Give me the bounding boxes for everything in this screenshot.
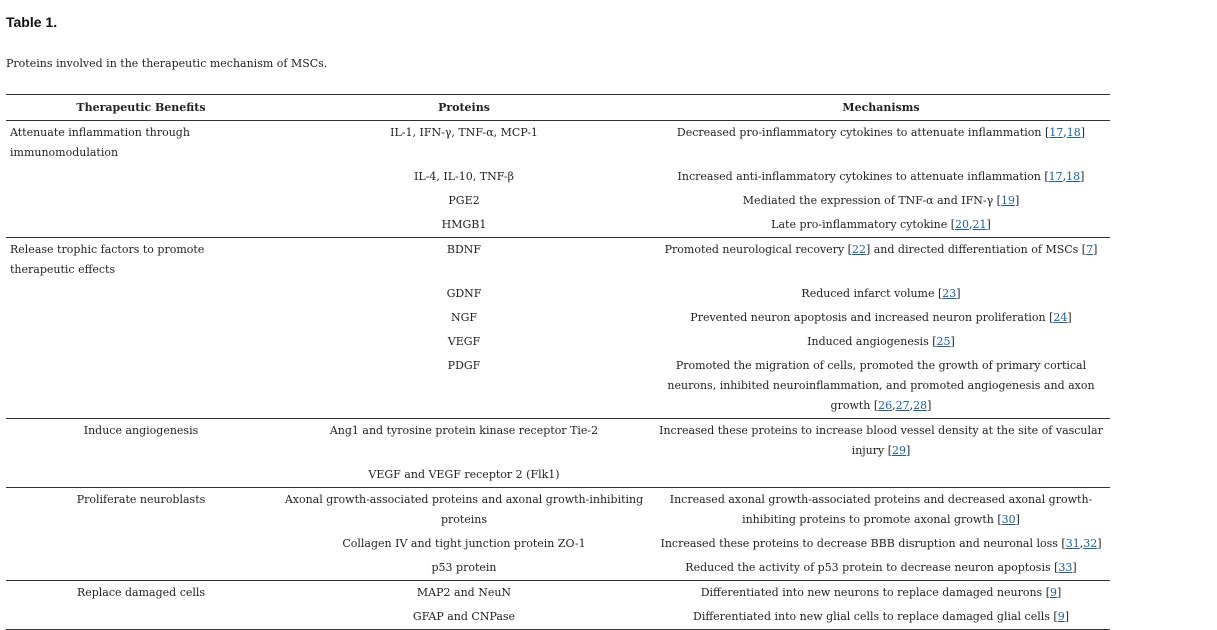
mechanism-text: Increased axonal growth-associated proteins and decreased axonal growth-inhibiting proteins to promote axonal growth [ (669, 493, 1093, 526)
mechanism-text-tail: ] (1080, 170, 1085, 183)
mechanism-text: Promoted the migration of cells, promoted the growth of primary cortical neurons, inhibited neuroinflammation, and promoted angiogenesis and axon growth [ (667, 359, 1095, 412)
mechanism-cell (652, 330, 1110, 354)
mechanism-cell (652, 605, 1110, 630)
mechanism-text-tail: ] (1014, 194, 1020, 207)
protein-cell: BDNF (446, 243, 482, 256)
protein-cell: HMGB1 (276, 213, 652, 238)
mechanism-text-tail: ] (1093, 243, 1098, 256)
protein-cell: Axonal growth-associated proteins and axonal growth-inhibiting proteins (284, 493, 644, 526)
mechanism-text-tail: ] and directed differentiation of MSCs [ (865, 243, 1087, 256)
protein-cell: Ang1 and tyrosine protein kinase receptor Tie-2 (329, 424, 599, 437)
header-proteins: Proteins (276, 95, 652, 121)
mechanism-text-tail: ] (956, 287, 961, 300)
reference-link[interactable]: 25 (936, 335, 951, 348)
reference-link[interactable]: 22 (851, 243, 866, 256)
mechanism-text-tail: ] (1097, 537, 1102, 550)
protein-cell: GFAP and CNPase (276, 605, 652, 630)
mechanism-text-tail: ] (1067, 311, 1072, 324)
table-title: Table 1. (6, 14, 58, 30)
benefit-cell (6, 306, 276, 330)
table-row (6, 282, 1110, 306)
benefit-cell (6, 165, 276, 189)
mechanism-text-tail: ] (986, 218, 991, 231)
mechanism-cell (652, 419, 1110, 464)
benefit-cell (6, 282, 276, 306)
table-row (6, 419, 1110, 464)
reference-link[interactable]: 33 (1058, 561, 1073, 574)
protein-cell: p53 protein (276, 556, 652, 581)
table-caption: Proteins involved in the therapeutic mechanism of MSCs. (6, 57, 328, 70)
reference-link[interactable]: 32 (1083, 537, 1098, 550)
table-header-row (6, 95, 1110, 121)
reference-link[interactable]: 18 (1066, 170, 1081, 183)
table-row (6, 330, 1110, 354)
mechanism-text: Decreased pro-inflammatory cytokines to attenuate inflammation [ (676, 126, 1050, 139)
benefit-cell (6, 556, 276, 581)
reference-link[interactable]: 9 (1057, 610, 1065, 623)
table-row (6, 532, 1110, 556)
reference-link[interactable]: 27 (895, 399, 910, 412)
reference-link[interactable]: 9 (1049, 586, 1057, 599)
table-row (6, 488, 1110, 533)
mechanism-text-tail: ] (1080, 126, 1086, 139)
reference-link[interactable]: 20 (955, 218, 970, 231)
table-row (6, 165, 1110, 189)
benefit-cell (6, 532, 276, 556)
protein-cell: MAP2 and NeuN (416, 586, 512, 599)
mechanism-text-tail: ] (950, 335, 955, 348)
benefit-cell (6, 189, 276, 213)
mechanism-cell (652, 488, 1110, 533)
mechanism-text: Differentiated into new neurons to replace damaged neurons [ (700, 586, 1050, 599)
table-body (6, 121, 1110, 630)
reference-link[interactable]: 7 (1086, 243, 1094, 256)
mechanism-text-tail: ] (906, 444, 911, 457)
benefit-cell (6, 463, 276, 488)
table-row (6, 213, 1110, 238)
mechanism-cell (652, 165, 1110, 189)
mechanism-text: Reduced the activity of p53 protein to decrease neuron apoptosis [ (685, 561, 1059, 574)
benefit-cell: Release trophic factors to promote therapeutic effects (10, 243, 205, 276)
mechanism-text: Prevented neuron apoptosis and increased neuron proliferation [ (690, 311, 1054, 324)
header-therapeutic-benefits: Therapeutic Benefits (6, 95, 276, 121)
mechanism-cell (652, 282, 1110, 306)
reference-link[interactable]: 23 (942, 287, 957, 300)
protein-cell: VEGF and VEGF receptor 2 (Flk1) (276, 463, 652, 488)
reference-link[interactable]: 30 (1001, 513, 1016, 526)
reference-link[interactable]: 21 (972, 218, 987, 231)
proteins-table (6, 94, 1110, 630)
mechanism-text: Reduced infarct volume [ (801, 287, 943, 300)
protein-cell: IL-1, IFN-γ, TNF-α, MCP-1 (390, 126, 538, 139)
benefit-cell (6, 354, 276, 419)
mechanism-cell (652, 532, 1110, 556)
mechanism-text: Increased these proteins to increase blood vessel density at the site of vascular injury [ (659, 424, 1103, 457)
mechanism-text: Mediated the expression of TNF-α and IFN-γ [ (742, 194, 1001, 207)
reference-link[interactable]: 17 (1049, 126, 1064, 139)
mechanism-text-tail: ] (1015, 513, 1020, 526)
benefit-cell: Replace damaged cells (76, 586, 206, 599)
benefit-cell: Induce angiogenesis (83, 424, 199, 437)
mechanism-cell (652, 238, 1110, 283)
mechanism-text: Increased these proteins to decrease BBB disruption and neuronal loss [ (660, 537, 1066, 550)
mechanism-cell (652, 556, 1110, 581)
mechanism-text: Promoted neurological recovery [ (664, 243, 852, 256)
benefit-cell (6, 605, 276, 630)
table-row (6, 581, 1110, 606)
mechanism-cell (652, 306, 1110, 330)
ref-separator: , (1063, 126, 1067, 139)
protein-cell: IL-4, IL-10, TNF-β (414, 170, 514, 183)
table-row (6, 605, 1110, 630)
reference-link[interactable]: 28 (913, 399, 928, 412)
mechanism-cell (652, 463, 1110, 488)
benefit-cell (6, 330, 276, 354)
table-row (6, 354, 1110, 419)
protein-cell: PDGF (276, 354, 652, 419)
table-row (6, 556, 1110, 581)
mechanism-cell (652, 213, 1110, 238)
mechanism-cell (652, 354, 1110, 419)
reference-link[interactable]: 24 (1053, 311, 1068, 324)
mechanism-text: Differentiated into new glial cells to replace damaged glial cells [ (693, 610, 1058, 623)
mechanism-text: Increased anti-inflammatory cytokines to attenuate inflammation [ (677, 170, 1049, 183)
mechanism-cell (652, 189, 1110, 213)
ref-separator: , (969, 218, 973, 231)
reference-link[interactable]: 31 (1065, 537, 1080, 550)
header-mechanisms: Mechanisms (652, 95, 1110, 121)
mechanism-text-tail: ] (1056, 586, 1062, 599)
benefit-cell (6, 213, 276, 238)
ref-separator: , (909, 399, 914, 412)
ref-separator: , (1079, 537, 1084, 550)
table-row (6, 238, 1110, 283)
ref-separator: , (1062, 170, 1067, 183)
table-row (6, 306, 1110, 330)
reference-link[interactable]: 29 (892, 444, 907, 457)
ref-separator: , (892, 399, 896, 412)
benefit-cell: Attenuate inflammation through immunomodulation (10, 126, 190, 159)
reference-link[interactable]: 19 (1000, 194, 1015, 207)
protein-cell: PGE2 (448, 194, 480, 207)
reference-link[interactable]: 17 (1048, 170, 1063, 183)
mechanism-text-tail: ] (1064, 610, 1069, 623)
reference-link[interactable]: 18 (1066, 126, 1081, 139)
mechanism-text-tail: ] (927, 399, 932, 412)
reference-link[interactable]: 26 (878, 399, 893, 412)
mechanism-text: Late pro-inflammatory cytokine [ (771, 218, 956, 231)
mechanism-cell (652, 581, 1110, 606)
protein-cell: GDNF (446, 287, 482, 300)
table-row (6, 121, 1110, 166)
protein-cell: Collagen IV and tight junction protein ZO-1 (342, 537, 586, 550)
protein-cell: VEGF (447, 335, 481, 348)
protein-cell: NGF (450, 311, 478, 324)
mechanism-text-tail: ] (1072, 561, 1077, 574)
mechanism-text: Induced angiogenesis [ (807, 335, 937, 348)
benefit-cell: Proliferate neuroblasts (76, 493, 206, 506)
table-row (6, 463, 1110, 488)
mechanism-cell (652, 121, 1110, 166)
table-row (6, 189, 1110, 213)
